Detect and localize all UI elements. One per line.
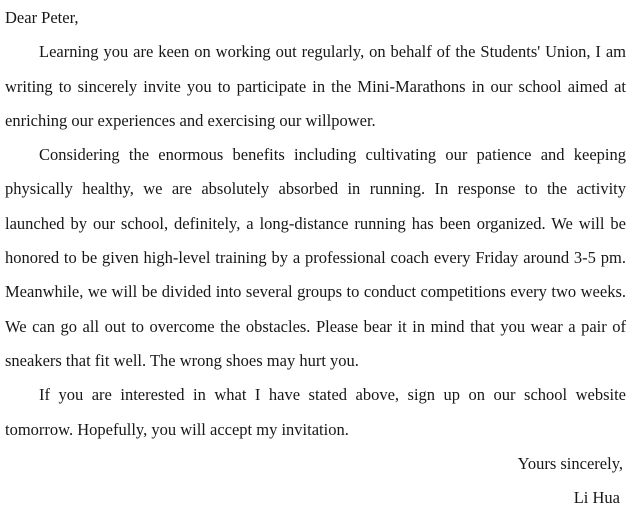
closing-line: Yours sincerely, bbox=[517, 453, 623, 473]
letter-paragraph-3: If you are interested in what I have stated above, sign up on our school website tomorrow. Hopefully, you will accept my invitation. bbox=[5, 385, 626, 439]
letter-paragraph-2: Considering the enormous benefits including cultivating our patience and keeping physically healthy, we are absolutely absorbed in running. In response to the activity launched by our school, definitely, a long-distance running has been organized. We will be honored to be given high-level training by a professional coach every Friday around 3-5 pm. Meanwhile, we will be divided into several groups to conduct competitions every two weeks. We can go all out to overcome the obstacles. Please bear it in mind that you wear a pair of sneakers that fit well. The wrong shoes may hurt you. bbox=[5, 145, 626, 370]
signature-name: Li Hua bbox=[573, 488, 620, 508]
letter-paragraph-1: Learning you are keen on working out regularly, on behalf of the Students' Union, I am writing to sincerely invite you to participate in the Mini-Marathons in our school aimed at enriching our experiences and exercising our willpower. bbox=[5, 42, 626, 130]
salutation-line: Dear Peter, bbox=[5, 8, 79, 27]
